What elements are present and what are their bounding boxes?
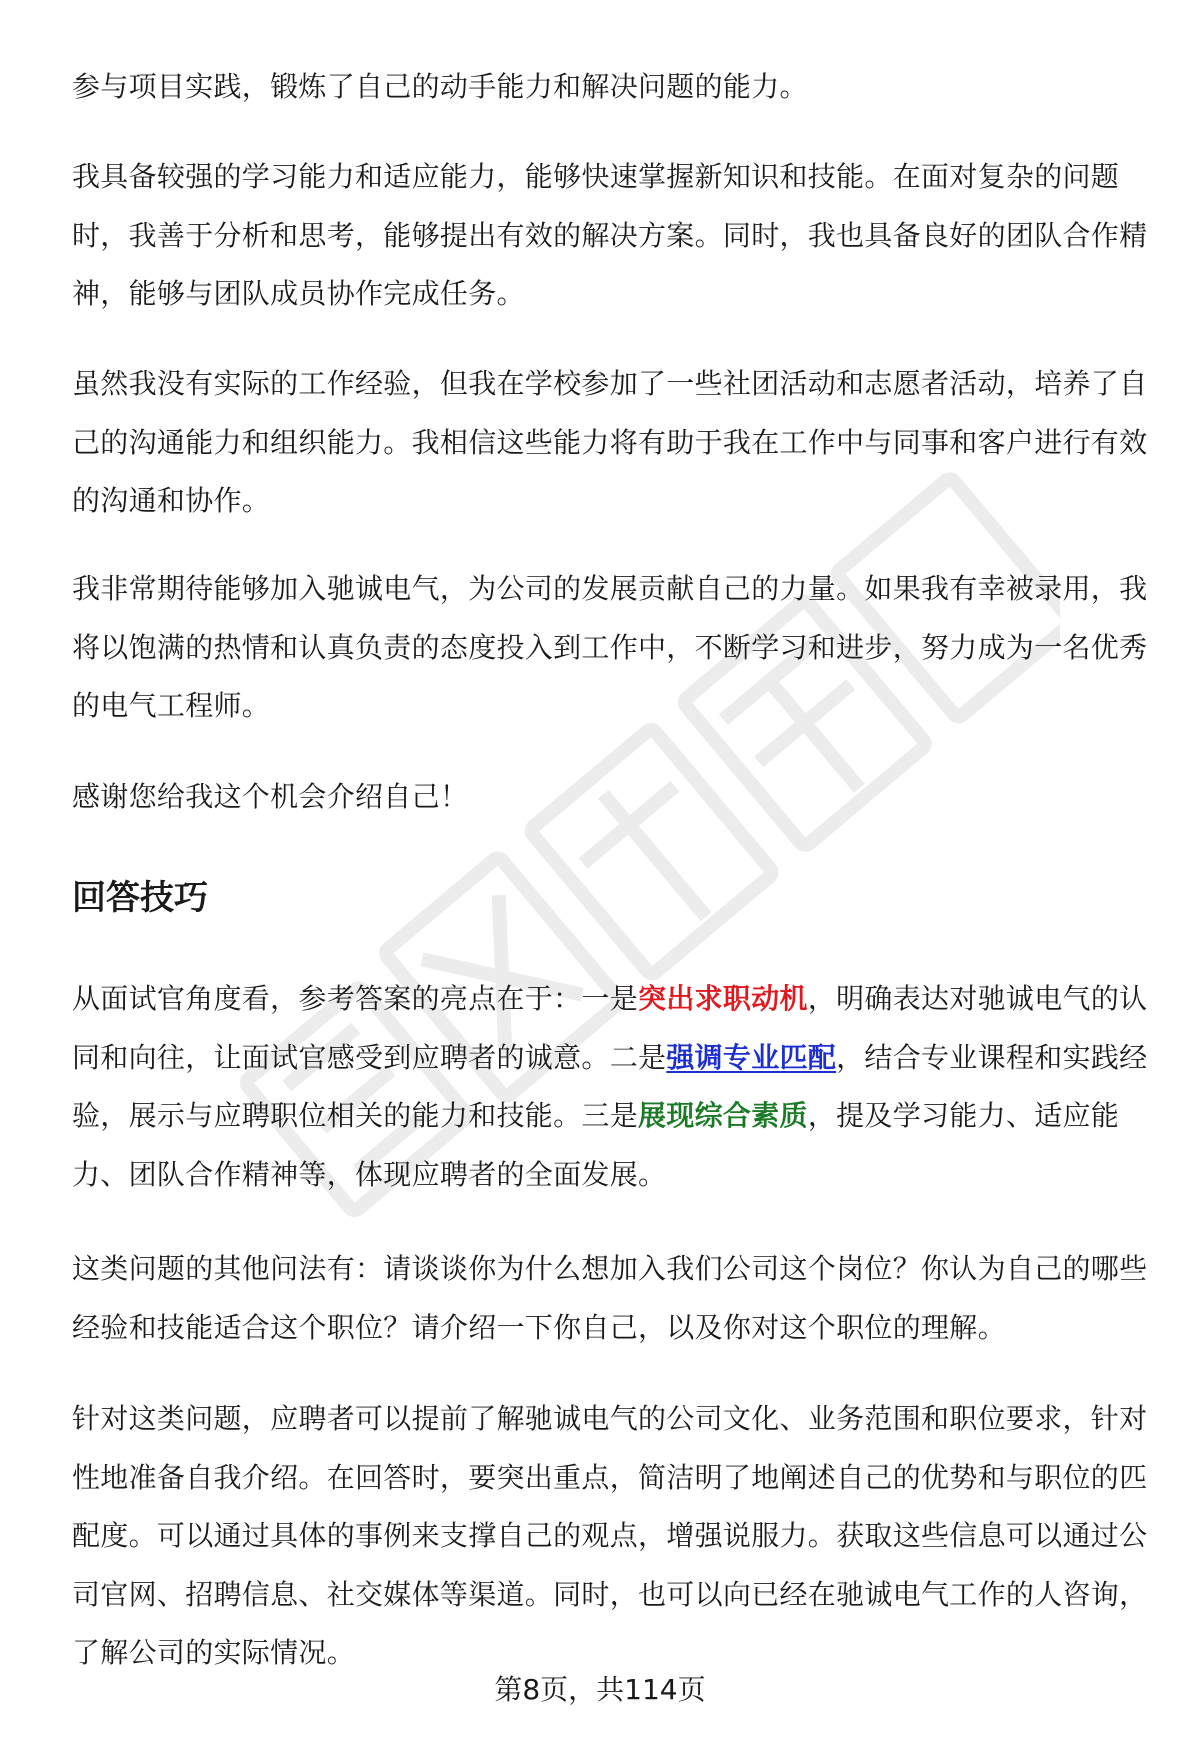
paragraph-5: 感谢您给我这个机会介绍自己！ — [72, 780, 469, 813]
paragraph-1: 参与项目实践，锻炼了自己的动手能力和解决问题的能力。 — [72, 70, 808, 103]
highlight-overall-quality: 展现综合素质 — [638, 1099, 808, 1132]
paragraph-3: 虽然我没有实际的工作经验，但我在学校参加了一些社团活动和志愿者活动，培养了自己的沟通能力和组织能力。我相信这些能力将有助于我在工作中与同事和客户进行有效的沟通和协作。 — [72, 367, 1148, 517]
paragraph-4: 我非常期待能够加入驰诚电气，为公司的发展贡献自己的力量。如果我有幸被录用，我将以饱满的热情和认真负责的态度投入到工作中，不断学习和进步，努力成为一名优秀的电气工程师。 — [72, 572, 1148, 722]
tips-text-a: 从面试官角度看，参考答案的亮点在于：一是 — [72, 982, 639, 1015]
tips-paragraph-highlights — [72, 970, 1148, 1204]
section-heading: 回答技巧 — [72, 878, 208, 918]
tips-text-c: ，结合专业课程和实践经验，展示与应聘职位相关的能力和技能。三是 — [72, 1040, 1148, 1132]
highlight-professional-match: 强调专业匹配 — [666, 1040, 837, 1074]
tips-text-b: ，明确表达对驰诚电气的认同和向往，让面试官感受到应聘者的诚意。二是 — [72, 982, 1148, 1074]
tips-paragraph-preparation: 针对这类问题，应聘者可以提前了解驰诚电气的公司文化、业务范围和职位要求，针对性地准备自我介绍。在回答时，要突出重点，简洁明了地阐述自己的优势和与职位的匹配度。可以通过具体的事例来支撑自己的观点，增强说服力。获取这些信息可以通过公司官网、招聘信息、社交媒体等渠道。同时，也可以向已经在驰诚电气工作的人咨询，了解公司的实际情况。 — [72, 1402, 1148, 1669]
paragraph-2: 我具备较强的学习能力和适应能力，能够快速掌握新知识和技能。在面对复杂的问题时，我善于分析和思考，能够提出有效的解决方案。同时，我也具备良好的团队合作精神，能够与团队成员协作完成任务。 — [72, 160, 1148, 310]
tips-text-d: ，提及学习能力、适应能力、团队合作精神等，体现应聘者的全面发展。 — [72, 1099, 1120, 1191]
highlight-motivation: 突出求职动机 — [638, 982, 808, 1015]
page-number: 第8页，共114页 — [494, 1673, 706, 1706]
tips-paragraph-other-questions: 这类问题的其他问法有：请谈谈你为什么想加入我们公司这个岗位？你认为自己的哪些经验和技能适合这个职位？请介绍一下你自己，以及你对这个职位的理解。 — [72, 1252, 1148, 1344]
